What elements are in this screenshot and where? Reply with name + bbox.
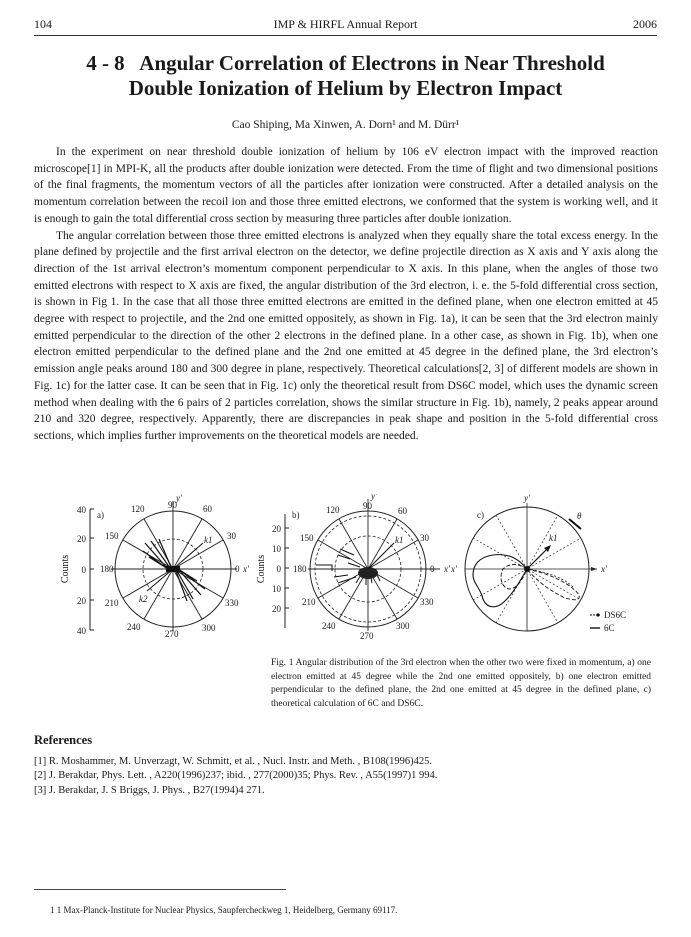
- angle-a-270: 270: [165, 629, 179, 639]
- angle-a-210: 210: [105, 598, 119, 608]
- panel-label-b: b): [292, 510, 300, 520]
- ytick-a-3: 20: [77, 596, 86, 606]
- angle-b-180: 180: [293, 564, 307, 574]
- polar-c: [450, 494, 608, 631]
- ylabel-a: Counts: [60, 554, 71, 584]
- angle-b-150: 150: [300, 533, 314, 543]
- ytick-b-1: 10: [272, 544, 281, 554]
- authors: Cao Shiping, Ma Xinwen, A. Dorn¹ and M. Dürr¹: [231, 119, 460, 131]
- reference-3: [3] J. Berakdar, J. S Briggs, J. Phys. , B27(1994)4 271.: [34, 784, 265, 796]
- title-line-1: 4 - 8 Angular Correlation of Electrons in Near Threshold: [86, 51, 605, 75]
- reference-1: [1] R. Moshammer, M. Unverzagt, W. Schmitt, et al. , Nucl. Instr. and Meth. , B108(1996)425.: [34, 756, 432, 767]
- angle-a-150: 150: [105, 531, 119, 541]
- figure-caption: Fig. 1 Angular distribution of the 3rd electron when the other two were fixed in momentum, a) one electron emitted at 45 degree while the 2nd one emitted oppositely, b) one electron emitted perpendicular to the defined plane, the 2nd one emitted at 45 degree in the defined plane, c) theoretical calculation of 6C and DS6C.: [271, 658, 651, 709]
- angle-b-240: 240: [322, 621, 336, 631]
- angle-a-120: 120: [131, 504, 145, 514]
- ytick-b-2: 0: [276, 564, 281, 574]
- panel-a: [60, 494, 250, 639]
- panel-c: [450, 494, 626, 633]
- vector-k1-c: k1: [549, 533, 558, 543]
- polar-b: [293, 494, 451, 641]
- legend-ds6c: DS6C: [604, 610, 627, 620]
- angle-a-330: 330: [225, 598, 239, 608]
- footnote: 1 1 Max-Planck-Institute for Nuclear Physics, Saupfercheckweg 1, Heidelberg, Germany 69117.: [50, 905, 398, 915]
- figure-1: [60, 494, 660, 649]
- ytick-a-1: 20: [77, 534, 86, 544]
- figure-svg: [60, 494, 660, 649]
- page-number: 104: [34, 17, 52, 31]
- angle-a-90: 90: [168, 500, 177, 510]
- x-axis-label-b: x': [444, 564, 450, 574]
- header-rule: [34, 35, 657, 36]
- angle-a-240: 240: [127, 622, 141, 632]
- x-axis-label-c: x': [601, 564, 607, 574]
- panel-b: [256, 494, 451, 641]
- paragraph-2: The angular correlation between those three emitted electrons is analyzed when they equally share the total excess energy. In the plane defined by projectile and the first arrival electron on the detector, we define projectile direction as X axis and Y axis along the direction of the 1st arrival electron’s momentum component perpendicular to X axis. In this plane, when the angles of those two emitted electrons with respect to X axis are fixed, the angular distribution of the 3rd electron, i. e. the 5-fold differential cross section, is shown in Fig 1. In the case that all those three emitted electrons are emitted in the defined plane, when one electron emitted at 45 degree with respect to projectile, and the 2nd one emitted oppositely, as shown in Fig. 1a), it can be seen that the 3rd electron mainly emitted perpendicular to the direction of the other 2 electrons in the defined plane. In a other case, as shown in Fig. 1b), when one electron emitted perpendicular to the defined plane and the 2nd one emitted at 45 degree in the defined plane, the 3rd electron’s emission angle peaks around 180 and 300 degree in plane, respectively. Theoretical calculations[2, 3] of different models are shown in Fig. 1c) for the latter case. It can be seen that in Fig. 1c) only the theoretical result from DS6C model, which uses the dynamic screen method when dealing with the 6 pairs of 2 particles correlation, shows the similar structure in Fig. 1b), namely, 2 peaks appear around 210 and 320 degree, respectively. Apparently, there are discrepancies in peak shape and position in the 5-fold differential cross sections, which implies further improvements on the theoretical models are needed.: [34, 229, 658, 442]
- legend-6c: 6C: [604, 623, 615, 633]
- ytick-a-2: 0: [81, 565, 86, 575]
- angle-a-180: 180: [100, 564, 114, 574]
- angle-b-30: 30: [420, 533, 429, 543]
- ytick-a-4: 40: [77, 626, 86, 636]
- body-text: [34, 144, 658, 445]
- vector-k2-a: k2: [139, 594, 148, 604]
- curve-ds6c-left: [501, 565, 527, 590]
- vector-c: [527, 547, 549, 569]
- angle-b-120: 120: [326, 505, 340, 515]
- curve-6c: [473, 555, 527, 607]
- references-list: [34, 755, 437, 798]
- legend-c: [590, 610, 626, 633]
- neg-x-axis-label-c: x': [451, 564, 457, 574]
- y-axis-label-b: y': [371, 494, 377, 501]
- ytick-b-3: 10: [272, 584, 281, 594]
- vector-k1-a: k1: [204, 535, 213, 545]
- angle-a-300: 300: [202, 623, 216, 633]
- angle-b-90: 90: [363, 501, 372, 511]
- title-line-2: Double Ionization of Helium by Electron Impact: [128, 76, 563, 100]
- angle-a-30: 30: [227, 531, 236, 541]
- vector-k1-b: k1: [395, 535, 404, 545]
- angle-a-60: 60: [203, 504, 212, 514]
- ytick-b-0: 20: [272, 524, 281, 534]
- angle-b-270: 270: [360, 631, 374, 641]
- theta-label: θ: [577, 511, 582, 521]
- ytick-b-4: 20: [272, 604, 281, 614]
- angle-b-300: 300: [396, 621, 410, 631]
- y-axis-label-a: y': [176, 494, 182, 503]
- angle-b-60: 60: [398, 506, 407, 516]
- angle-b-0: 0: [430, 564, 435, 574]
- ytick-a-0: 40: [77, 505, 86, 515]
- counts-ticks-b: [285, 528, 289, 608]
- references-heading: References: [34, 733, 93, 747]
- angle-b-210: 210: [302, 597, 316, 607]
- ylabel-b: Counts: [256, 554, 267, 584]
- article-title: [0, 51, 691, 101]
- reference-2: [2] J. Berakdar, Phys. Lett. , A220(1996)237; ibid. , 277(2000)35; Phys. Rev. , A55(1997)1 994.: [34, 770, 438, 782]
- journal-title: IMP & HIRFL Annual Report: [273, 17, 418, 31]
- panel-label-a: a): [97, 510, 104, 520]
- counts-ticks-a: [90, 509, 94, 630]
- footnote-rule: [34, 889, 286, 890]
- vectors-a: [147, 543, 203, 591]
- panel-label-c: c): [477, 510, 484, 520]
- y-axis-label-c: y': [524, 494, 530, 503]
- report-year: 2006: [633, 17, 657, 31]
- paragraph-1: In the experiment on near threshold double ionization of helium by 106 eV electron impact with the improved reaction microscope[1] in MPI-K, all the products after double ionization were detected. From the time of flight and two dimensional positions of the final fragments, the momentum vectors of all the particles after ionization were constructed. After a detailed analysis on the momentum correlation between the recoil ion and those three emitted electrons, we conformed that the system is working well, and it is enough to gain the total differential cross section by measuring three particles after double ionization.: [34, 146, 658, 225]
- angle-b-330: 330: [420, 597, 434, 607]
- polar-a: [100, 494, 250, 639]
- x-axis-label-a: x': [243, 564, 249, 574]
- angle-a-0: 0: [235, 564, 240, 574]
